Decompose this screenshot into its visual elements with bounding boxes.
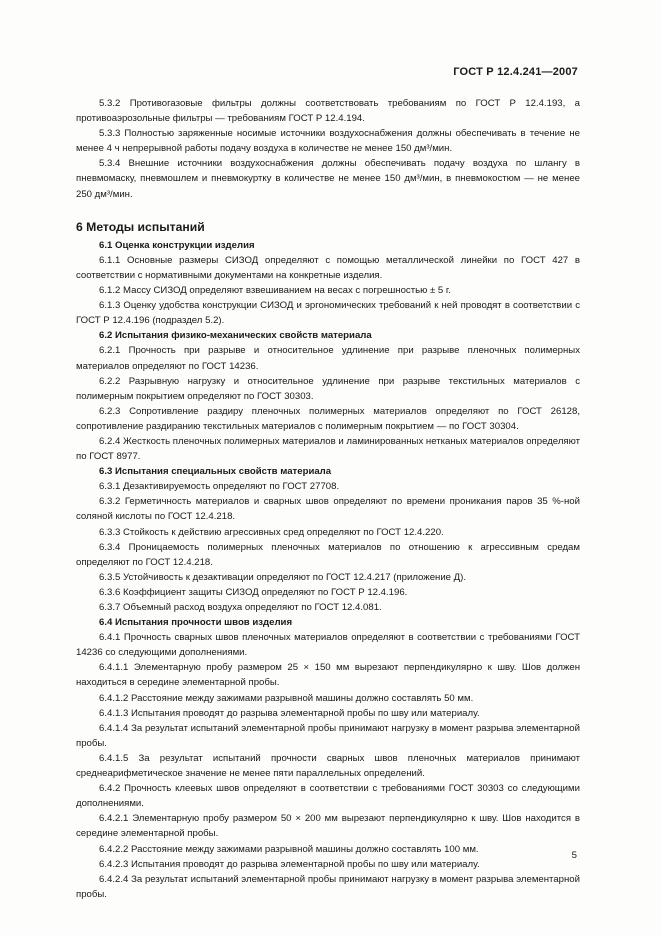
page-body <box>76 96 580 902</box>
paragraph-6-4-1-5: 6.4.1.5 За результат испытаний прочности сварных швов пленочных материалов принимают среднеарифметическое значение не менее пяти параллельных определений. <box>76 752 580 780</box>
paragraph-6-2-4: 6.2.4 Жесткость пленочных полимерных материалов и ламинированных нетканых материалов определяют по ГОСТ 8977. <box>76 435 580 463</box>
paragraph-6-4-2-4: 6.4.2.4 За результат испытаний элементарной пробы принимают нагрузку в момент разрыва элементарной пробы. <box>76 873 580 900</box>
page-number: 5 <box>571 850 577 861</box>
paragraph-6-3-3: 6.3.3 Стойкость к действию агрессивных сред определяют по ГОСТ 12.4.220. <box>99 526 444 538</box>
paragraph-6-1-2: 6.1.2 Массу СИЗОД определяют взвешиванием на весах с погрешностью ± 5 г. <box>99 285 451 297</box>
paragraph-6-4-2: 6.4.2 Прочность клеевых швов определяют в соответствии с требованиями ГОСТ 30303 со следующими дополнениями. <box>76 783 580 810</box>
subsection-6-4-heading: 6.4 Испытания прочности швов изделия <box>99 617 293 629</box>
section-6-heading: 6 Методы испытаний <box>76 219 205 234</box>
paragraph-6-3-7: 6.3.7 Объемный расход воздуха определяют по ГОСТ 12.4.081. <box>99 602 382 613</box>
paragraph-6-2-3: 6.2.3 Сопротивление раздиру пленочных полимерных материалов определяют по ГОСТ 26128, сопротивление раздиранию текстильных материалов с полимерным покрытием — по ГОСТ 30304. <box>76 405 580 432</box>
paragraph-6-4-1-1: 6.4.1.1 Элементарную пробу размером 25 × 150 мм вырезают перпендикулярно к шву. Шов должен находиться в середине элементарной пробы. <box>76 662 580 689</box>
paragraph-6-1-1: 6.1.1 Основные размеры СИЗОД определяют с помощью металлической линейки по ГОСТ 427 в соответствии с нормативными документами на конкретные изделия. <box>76 254 580 281</box>
document-code-header: ГОСТ Р 12.4.241—2007 <box>453 66 578 78</box>
paragraph-6-3-6: 6.3.6 Коэффициент защиты СИЗОД определяют по ГОСТ Р 12.4.196. <box>99 586 408 598</box>
paragraph-6-4-2-1: 6.4.2.1 Элементарную пробу размером 50 × 200 мм вырезают перпендикулярно к шву. Шов находится в середине элементарной пробы. <box>76 813 580 840</box>
paragraph-6-3-2: 6.3.2 Герметичность материалов и сварных швов определяют по времени проникания паров 35 %-ной соляной кислоты по ГОСТ 12.4.218. <box>76 496 580 523</box>
paragraph-6-3-5: 6.3.5 Устойчивость к дезактивации определяют по ГОСТ 12.4.217 (приложение Д). <box>99 571 467 583</box>
paragraph-6-4-1-3: 6.4.1.3 Испытания проводят до разрыва элементарной пробы по шву или материалу. <box>99 707 480 719</box>
paragraph-5-3-4: 5.3.4 Внешние источники воздухоснабжения должны обеспечивать подачу воздуха по шлангу в пневмомаску, пневмошлем и пневмокуртку в количестве не менее 150 дм³/мин, в пневмокостюм — не менее 250 дм³/мин. <box>76 158 580 200</box>
subsection-6-1-heading: 6.1 Оценка конструкции изделия <box>99 239 255 251</box>
paragraph-6-4-2-3: 6.4.2.3 Испытания проводят до разрыва элементарной пробы по шву или материалу. <box>99 858 480 870</box>
paragraph-6-3-1: 6.3.1 Дезактивируемость определяют по ГОСТ 27708. <box>99 481 340 493</box>
paragraph-6-4-1: 6.4.1 Прочность сварных швов пленочных материалов определяют в соответствии с требованиями ГОСТ 14236 со следующими дополнениями. <box>76 632 580 659</box>
paragraph-6-4-1-2: 6.4.1.2 Расстояние между зажимами разрывной машины должно составлять 50 мм. <box>99 692 474 704</box>
paragraph-6-3-4: 6.3.4 Проницаемость полимерных пленочных материалов по отношению к агрессивным средам определяют по ГОСТ 12.4.218. <box>76 541 580 568</box>
subsection-6-3-heading: 6.3 Испытания специальных свойств материала <box>99 466 332 478</box>
paragraph-6-4-1-4: 6.4.1.4 За результат испытаний элементарной пробы принимают нагрузку в момент разрыва элементарной пробы. <box>76 722 580 749</box>
paragraph-6-1-3: 6.1.3 Оценку удобства конструкции СИЗОД и эргономических требований к ней проводят в соответствии с ГОСТ Р 12.4.196 (подраздел 5.2). <box>76 300 580 327</box>
paragraph-6-2-2: 6.2.2 Разрывную нагрузку и относительное удлинение при разрыве текстильных материалов с полимерным покрытием определяют по ГОСТ 30303. <box>76 375 580 402</box>
paragraph-5-3-2: 5.3.2 Противогазовые фильтры должны соответствовать требованиям по ГОСТ Р 12.4.193, а противоаэрозольные фильтры — требованиям ГОСТ Р 12.4.194. <box>76 98 580 125</box>
paragraph-6-4-2-2: 6.4.2.2 Расстояние между зажимами разрывной машины должно составлять 100 мм. <box>99 843 479 855</box>
paragraph-6-2-1: 6.2.1 Прочность при разрыве и относительное удлинение при разрыве пленочных полимерных материалов определяют по ГОСТ 14236. <box>76 345 580 372</box>
paragraph-5-3-3: 5.3.3 Полностью заряженные носимые источники воздухоснабжения должны обеспечивать в течение не менее 4 ч непрерывной работы подачу воздуха в количестве не менее 150 дм³/мин. <box>76 128 580 155</box>
subsection-6-2-heading: 6.2 Испытания физико-механических свойств материала <box>99 330 372 342</box>
